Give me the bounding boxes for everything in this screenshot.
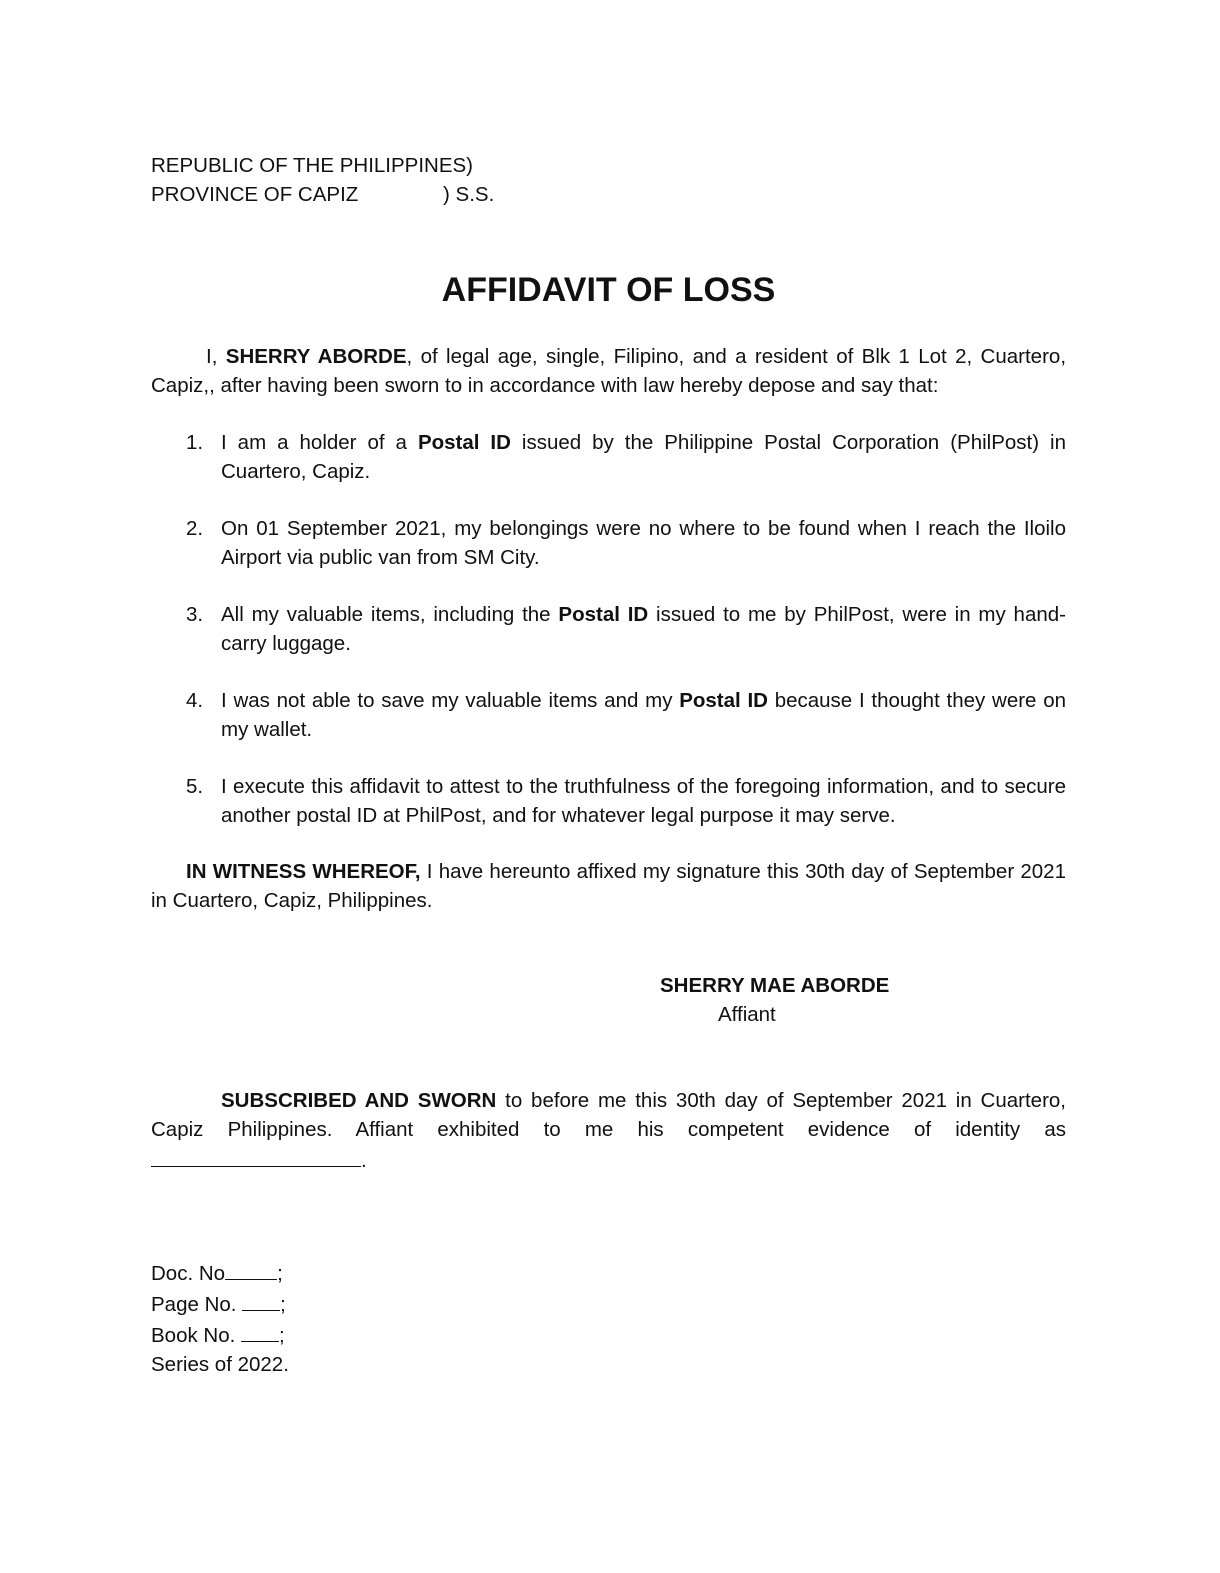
page-no-label: Page No.: [151, 1293, 243, 1316]
venue-province: PROVINCE OF CAPIZ: [151, 183, 359, 206]
series-line: Series of 2022.: [151, 1353, 289, 1376]
item-number: 4.: [186, 689, 204, 712]
page-no-end: ;: [280, 1293, 286, 1316]
statement-item: [151, 514, 1066, 572]
item-text: All my valuable items, including the: [221, 603, 559, 626]
document-title: AFFIDAVIT OF LOSS: [441, 271, 776, 309]
item-bold: Postal ID: [558, 603, 649, 626]
intro-post: , of legal age, single, Filipino, and a resident of Blk 1 Lot 2, Cuartero, Capiz,, after having been sworn to in accordance with law hereby depose and say that:: [151, 345, 1067, 397]
jurat-text: to before me this 30th day of September 2021 in Cuartero, Capiz Philippines. Affiant exhibited to me his competent evidence of identity as: [151, 1089, 1066, 1141]
book-no-label: Book No.: [151, 1324, 242, 1347]
item-bold: Postal ID: [417, 431, 511, 454]
item-number: 1.: [186, 431, 204, 454]
jurat-paragraph: [151, 1086, 1066, 1175]
doc-no-end: ;: [277, 1262, 283, 1285]
witness-text: I have hereunto affixed my signature this 30th day of September 2021 in Cuartero, Capiz, Philippines.: [151, 860, 1066, 912]
item-text: issued to me by PhilPost, were in my hand-carry luggage.: [221, 603, 1066, 655]
signatory-name: SHERRY MAE ABORDE: [660, 974, 890, 997]
book-no-end: ;: [279, 1324, 285, 1347]
intro-pre: I,: [206, 345, 226, 368]
notarial-register: [151, 1257, 289, 1379]
item-text: On 01 September 2021, my belongings were no where to be found when I reach the Iloilo Airport via public van from SM City.: [221, 517, 1066, 569]
affiant-name-inline: SHERRY ABORDE: [225, 345, 407, 368]
statements-list: [151, 428, 1066, 858]
identity-blank-line: [151, 1144, 361, 1167]
doc-no-label: Doc. No: [151, 1262, 226, 1285]
page-no-line: [151, 1288, 289, 1319]
item-number: 2.: [186, 517, 204, 540]
statement-item: [151, 600, 1066, 658]
item-text: because I thought they were on my wallet.: [221, 689, 1066, 741]
book-no-blank: [241, 1319, 279, 1342]
witness-bold: IN WITNESS WHEREOF,: [186, 860, 421, 883]
statement-item: [151, 772, 1066, 830]
statement-item: [151, 428, 1066, 486]
intro-paragraph: [151, 342, 1066, 400]
witness-paragraph: [151, 857, 1066, 915]
item-text: I execute this affidavit to attest to the truthfulness of the foregoing information, and to secure another postal ID at PhilPost, and for whatever legal purpose it may serve.: [221, 775, 1066, 827]
page-no-blank: [242, 1288, 280, 1311]
doc-no-line: [151, 1257, 289, 1288]
jurat-end: .: [361, 1149, 367, 1172]
item-number: 5.: [186, 775, 204, 798]
statement-item: [151, 686, 1066, 744]
venue-republic: REPUBLIC OF THE PHILIPPINES): [151, 154, 474, 177]
doc-no-blank: [225, 1257, 277, 1280]
venue-header: [151, 151, 494, 209]
jurat-bold: SUBSCRIBED AND SWORN: [221, 1089, 497, 1112]
item-text: issued by the Philippine Postal Corporation (PhilPost) in Cuartero, Capiz.: [221, 431, 1066, 483]
item-text: I am a holder of a: [221, 431, 418, 454]
signatory-role: Affiant: [718, 1003, 776, 1026]
book-no-line: [151, 1319, 289, 1350]
item-number: 3.: [186, 603, 204, 626]
venue-ss: ) S.S.: [443, 183, 495, 206]
item-bold: Postal ID: [679, 689, 768, 712]
item-text: I was not able to save my valuable items and my: [221, 689, 680, 712]
